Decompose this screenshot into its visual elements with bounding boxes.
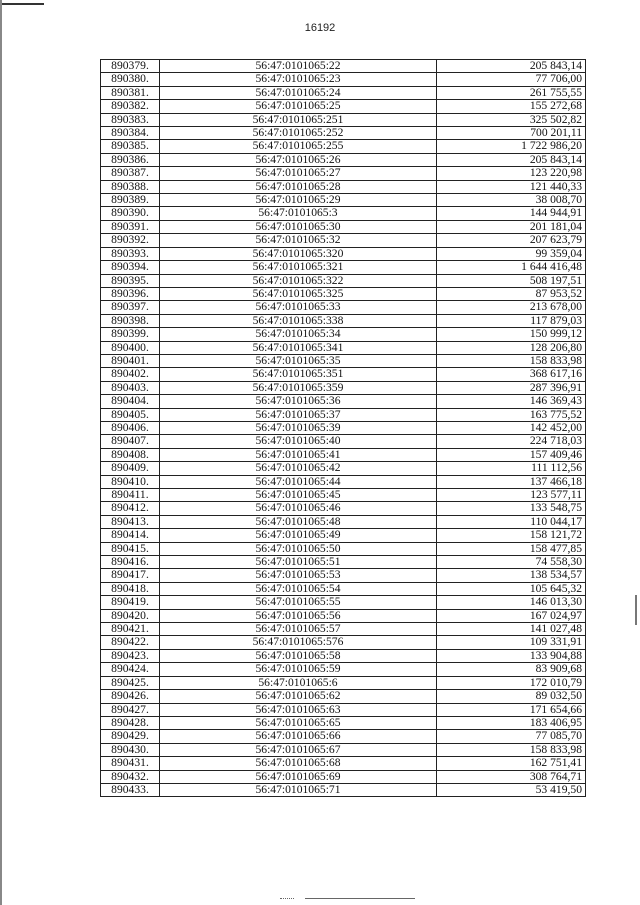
table-row <box>101 381 586 394</box>
row-number: 890429. <box>101 730 160 743</box>
cadastral-value: 99 359,04 <box>437 247 586 260</box>
cadastral-number: 56:47:0101065:33 <box>160 301 437 314</box>
cadastral-value: 158 477,85 <box>437 542 586 555</box>
cadastral-number: 56:47:0101065:57 <box>160 623 437 636</box>
cadastral-number: 56:47:0101065:59 <box>160 663 437 676</box>
cadastral-value: 89 032,50 <box>437 690 586 703</box>
row-number: 890430. <box>101 743 160 756</box>
table-row <box>101 475 586 488</box>
cadastral-number: 56:47:0101065:68 <box>160 757 437 770</box>
row-number: 890427. <box>101 703 160 716</box>
table-row <box>101 328 586 341</box>
cadastral-value: 700 201,11 <box>437 127 586 140</box>
cadastral-number: 56:47:0101065:320 <box>160 247 437 260</box>
cadastral-value: 53 419,50 <box>437 783 586 796</box>
row-number: 890384. <box>101 127 160 140</box>
row-number: 890431. <box>101 757 160 770</box>
cadastral-number: 56:47:0101065:3 <box>160 207 437 220</box>
row-number: 890426. <box>101 690 160 703</box>
table-row <box>101 515 586 528</box>
row-number: 890408. <box>101 448 160 461</box>
cadastral-value: 162 751,41 <box>437 757 586 770</box>
cadastral-number: 56:47:0101065:28 <box>160 180 437 193</box>
row-number: 890416. <box>101 556 160 569</box>
table-row <box>101 274 586 287</box>
cadastral-value: 74 558,30 <box>437 556 586 569</box>
table-row <box>101 609 586 622</box>
cadastral-number: 56:47:0101065:69 <box>160 770 437 783</box>
cadastral-number: 56:47:0101065:41 <box>160 448 437 461</box>
table-row <box>101 489 586 502</box>
cadastral-value: 158 833,98 <box>437 354 586 367</box>
cadastral-value: 110 044,17 <box>437 515 586 528</box>
cadastral-number: 56:47:0101065:56 <box>160 609 437 622</box>
row-number: 890413. <box>101 515 160 528</box>
row-number: 890379. <box>101 60 160 73</box>
table-row <box>101 194 586 207</box>
cadastral-number: 56:47:0101065:30 <box>160 220 437 233</box>
row-number: 890393. <box>101 247 160 260</box>
row-number: 890409. <box>101 462 160 475</box>
cadastral-number: 56:47:0101065:36 <box>160 395 437 408</box>
table-row <box>101 730 586 743</box>
table-row <box>101 180 586 193</box>
table-row <box>101 73 586 86</box>
row-number: 890383. <box>101 113 160 126</box>
scan-bottom-dots <box>280 898 294 900</box>
table-row <box>101 569 586 582</box>
cadastral-number: 56:47:0101065:26 <box>160 153 437 166</box>
table-row <box>101 341 586 354</box>
row-number: 890415. <box>101 542 160 555</box>
table-row <box>101 261 586 274</box>
cadastral-value: 144 944,91 <box>437 207 586 220</box>
page-number: 16192 <box>304 22 336 34</box>
table-row <box>101 676 586 689</box>
table-row <box>101 167 586 180</box>
cadastral-number: 56:47:0101065:39 <box>160 421 437 434</box>
scan-corner-mark <box>0 3 44 5</box>
table-row <box>101 127 586 140</box>
row-number: 890398. <box>101 314 160 327</box>
table-row <box>101 247 586 260</box>
table-row <box>101 502 586 515</box>
cadastral-value: 207 623,79 <box>437 234 586 247</box>
cadastral-value: 157 409,46 <box>437 448 586 461</box>
table-row <box>101 596 586 609</box>
cadastral-number: 56:47:0101065:63 <box>160 703 437 716</box>
cadastral-number: 56:47:0101065:55 <box>160 596 437 609</box>
table-row <box>101 421 586 434</box>
table-row <box>101 716 586 729</box>
cadastral-number: 56:47:0101065:321 <box>160 261 437 274</box>
cadastral-value: 138 534,57 <box>437 569 586 582</box>
cadastral-number: 56:47:0101065:40 <box>160 435 437 448</box>
cadastral-value: 150 999,12 <box>437 328 586 341</box>
cadastral-value: 155 272,68 <box>437 100 586 113</box>
cadastral-number: 56:47:0101065:251 <box>160 113 437 126</box>
row-number: 890419. <box>101 596 160 609</box>
cadastral-value: 163 775,52 <box>437 408 586 421</box>
scan-left-edge <box>0 0 2 905</box>
table-row <box>101 301 586 314</box>
row-number: 890425. <box>101 676 160 689</box>
cadastral-value: 171 654,66 <box>437 703 586 716</box>
cadastral-value: 368 617,16 <box>437 368 586 381</box>
row-number: 890385. <box>101 140 160 153</box>
cadastral-value: 117 879,03 <box>437 314 586 327</box>
cadastral-value: 111 112,56 <box>437 462 586 475</box>
table-row <box>101 368 586 381</box>
cadastral-number: 56:47:0101065:34 <box>160 328 437 341</box>
table-row <box>101 623 586 636</box>
cadastral-value: 325 502,82 <box>437 113 586 126</box>
cadastral-value: 261 755,55 <box>437 86 586 99</box>
cadastral-number: 56:47:0101065:325 <box>160 287 437 300</box>
row-number: 890395. <box>101 274 160 287</box>
row-number: 890422. <box>101 636 160 649</box>
table-row <box>101 220 586 233</box>
cadastral-value: 1 644 416,48 <box>437 261 586 274</box>
row-number: 890412. <box>101 502 160 515</box>
table-row <box>101 556 586 569</box>
row-number: 890418. <box>101 582 160 595</box>
row-number: 890432. <box>101 770 160 783</box>
row-number: 890386. <box>101 153 160 166</box>
table-row <box>101 448 586 461</box>
cadastral-value: 287 396,91 <box>437 381 586 394</box>
cadastral-number: 56:47:0101065:58 <box>160 649 437 662</box>
cadastral-number: 56:47:0101065:67 <box>160 743 437 756</box>
cadastral-value: 205 843,14 <box>437 153 586 166</box>
row-number: 890410. <box>101 475 160 488</box>
cadastral-value: 133 548,75 <box>437 502 586 515</box>
table-row <box>101 743 586 756</box>
scan-bottom-line <box>305 898 415 899</box>
table-body <box>101 60 586 797</box>
table-row <box>101 234 586 247</box>
table-row <box>101 757 586 770</box>
row-number: 890391. <box>101 220 160 233</box>
cadastral-number: 56:47:0101065:66 <box>160 730 437 743</box>
row-number: 890414. <box>101 529 160 542</box>
cadastral-value: 137 466,18 <box>437 475 586 488</box>
cadastral-number: 56:47:0101065:23 <box>160 73 437 86</box>
table-row <box>101 354 586 367</box>
cadastral-value: 308 764,71 <box>437 770 586 783</box>
row-number: 890407. <box>101 435 160 448</box>
cadastral-value: 123 220,98 <box>437 167 586 180</box>
row-number: 890406. <box>101 421 160 434</box>
cadastral-number: 56:47:0101065:32 <box>160 234 437 247</box>
cadastral-value-table <box>100 59 586 797</box>
cadastral-number: 56:47:0101065:29 <box>160 194 437 207</box>
cadastral-value: 172 010,79 <box>437 676 586 689</box>
table-row <box>101 542 586 555</box>
row-number: 890433. <box>101 783 160 796</box>
row-number: 890411. <box>101 489 160 502</box>
cadastral-value: 142 452,00 <box>437 421 586 434</box>
cadastral-number: 56:47:0101065:338 <box>160 314 437 327</box>
row-number: 890402. <box>101 368 160 381</box>
row-number: 890380. <box>101 73 160 86</box>
table-row <box>101 113 586 126</box>
cadastral-number: 56:47:0101065:359 <box>160 381 437 394</box>
cadastral-number: 56:47:0101065:71 <box>160 783 437 796</box>
cadastral-number: 56:47:0101065:44 <box>160 475 437 488</box>
row-number: 890382. <box>101 100 160 113</box>
cadastral-value: 1 722 986,20 <box>437 140 586 153</box>
cadastral-value: 77 706,00 <box>437 73 586 86</box>
cadastral-number: 56:47:0101065:42 <box>160 462 437 475</box>
cadastral-number: 56:47:0101065:24 <box>160 86 437 99</box>
row-number: 890400. <box>101 341 160 354</box>
table-row <box>101 153 586 166</box>
cadastral-number: 56:47:0101065:51 <box>160 556 437 569</box>
cadastral-value: 123 577,11 <box>437 489 586 502</box>
cadastral-number: 56:47:0101065:27 <box>160 167 437 180</box>
row-number: 890420. <box>101 609 160 622</box>
row-number: 890389. <box>101 194 160 207</box>
cadastral-value: 205 843,14 <box>437 60 586 73</box>
row-number: 890424. <box>101 663 160 676</box>
row-number: 890381. <box>101 86 160 99</box>
row-number: 890399. <box>101 328 160 341</box>
cadastral-value: 83 909,68 <box>437 663 586 676</box>
cadastral-value: 77 085,70 <box>437 730 586 743</box>
table-row <box>101 649 586 662</box>
cadastral-number: 56:47:0101065:48 <box>160 515 437 528</box>
row-number: 890421. <box>101 623 160 636</box>
table-row <box>101 582 586 595</box>
table-row <box>101 529 586 542</box>
cadastral-value: 224 718,03 <box>437 435 586 448</box>
cadastral-number: 56:47:0101065:54 <box>160 582 437 595</box>
cadastral-number: 56:47:0101065:576 <box>160 636 437 649</box>
cadastral-number: 56:47:0101065:341 <box>160 341 437 354</box>
cadastral-value: 508 197,51 <box>437 274 586 287</box>
table-row <box>101 703 586 716</box>
cadastral-number: 56:47:0101065:255 <box>160 140 437 153</box>
table-row <box>101 60 586 73</box>
table-row <box>101 770 586 783</box>
table-row <box>101 287 586 300</box>
cadastral-value: 158 121,72 <box>437 529 586 542</box>
row-number: 890397. <box>101 301 160 314</box>
row-number: 890423. <box>101 649 160 662</box>
table-row <box>101 140 586 153</box>
cadastral-value: 213 678,00 <box>437 301 586 314</box>
row-number: 890390. <box>101 207 160 220</box>
cadastral-value: 133 904,88 <box>437 649 586 662</box>
cadastral-value: 158 833,98 <box>437 743 586 756</box>
scan-right-mark <box>635 595 637 625</box>
cadastral-number: 56:47:0101065:6 <box>160 676 437 689</box>
row-number: 890388. <box>101 180 160 193</box>
cadastral-value: 183 406,95 <box>437 716 586 729</box>
table-row <box>101 86 586 99</box>
table-row <box>101 636 586 649</box>
cadastral-value: 201 181,04 <box>437 220 586 233</box>
cadastral-value: 109 331,91 <box>437 636 586 649</box>
table-row <box>101 435 586 448</box>
table-row <box>101 100 586 113</box>
cadastral-number: 56:47:0101065:49 <box>160 529 437 542</box>
cadastral-number: 56:47:0101065:37 <box>160 408 437 421</box>
cadastral-number: 56:47:0101065:53 <box>160 569 437 582</box>
cadastral-number: 56:47:0101065:45 <box>160 489 437 502</box>
table-row <box>101 408 586 421</box>
table-row <box>101 462 586 475</box>
cadastral-number: 56:47:0101065:25 <box>160 100 437 113</box>
cadastral-value: 146 369,43 <box>437 395 586 408</box>
row-number: 890392. <box>101 234 160 247</box>
cadastral-value: 38 008,70 <box>437 194 586 207</box>
cadastral-number: 56:47:0101065:46 <box>160 502 437 515</box>
cadastral-value: 87 953,52 <box>437 287 586 300</box>
row-number: 890417. <box>101 569 160 582</box>
row-number: 890405. <box>101 408 160 421</box>
cadastral-number: 56:47:0101065:65 <box>160 716 437 729</box>
cadastral-value: 121 440,33 <box>437 180 586 193</box>
cadastral-value: 146 013,30 <box>437 596 586 609</box>
row-number: 890404. <box>101 395 160 408</box>
cadastral-number: 56:47:0101065:252 <box>160 127 437 140</box>
row-number: 890387. <box>101 167 160 180</box>
cadastral-number: 56:47:0101065:351 <box>160 368 437 381</box>
cadastral-value: 105 645,32 <box>437 582 586 595</box>
cadastral-number: 56:47:0101065:322 <box>160 274 437 287</box>
row-number: 890428. <box>101 716 160 729</box>
table-row <box>101 207 586 220</box>
cadastral-value: 167 024,97 <box>437 609 586 622</box>
cadastral-number: 56:47:0101065:35 <box>160 354 437 367</box>
table-row <box>101 314 586 327</box>
cadastral-number: 56:47:0101065:22 <box>160 60 437 73</box>
row-number: 890394. <box>101 261 160 274</box>
row-number: 890396. <box>101 287 160 300</box>
row-number: 890403. <box>101 381 160 394</box>
table-row <box>101 690 586 703</box>
table-row <box>101 663 586 676</box>
table-row <box>101 395 586 408</box>
cadastral-number: 56:47:0101065:50 <box>160 542 437 555</box>
cadastral-value: 141 027,48 <box>437 623 586 636</box>
table-row <box>101 783 586 796</box>
cadastral-value: 128 206,80 <box>437 341 586 354</box>
row-number: 890401. <box>101 354 160 367</box>
cadastral-number: 56:47:0101065:62 <box>160 690 437 703</box>
